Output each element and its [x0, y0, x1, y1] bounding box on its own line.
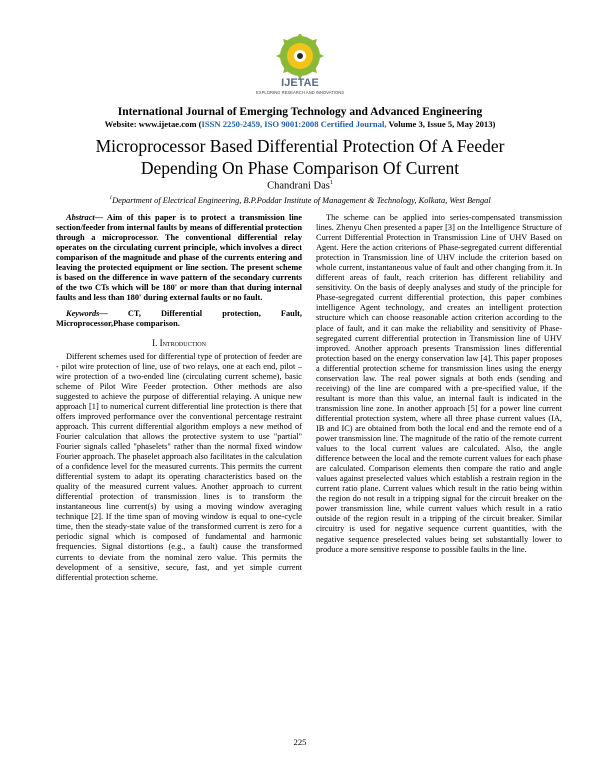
journal-info-line: [0, 119, 600, 129]
right-paragraph: The scheme can be applied into series-compensated transmission lines. Zhenyu Chen presented a paper [3] on the Intelligence Structure of Current Differential Protection in Transmission Line of UHV Based on Agent. Here the action criterions of Phase-segregated current differential protection in Transmission line of UHV include the criterion based on whole current, instantaneous value of fault and other changing from it. In different areas of fault, reach criterion has different reliability and sensitivity. On the basis of deeply analyses and study of the principle for Phase-segregated current differential protection, this paper combines intelligence Agent technology, and creates an intelligent protection structure which can choose reasonable action criterion according to the place of fault, and it can make the reliability and sensitivity of Phase-segregated current differential protection in Transmission line of UHV improved. Another approach presents Transmission lines differential protection based on the energy conservation law [4]. This paper proposes a differential protection scheme for transmission lines using the energy conservation law. The real power signals at both ends (sending and receiving) of the line are compared with a pre-specified value, if the resultant is more than this value, an internal fault is indicated in the transmission line zone. In another approach [5] for a power line current differential protection system, where all three phase current values (IA, IB and IC) are obtained from both the local end and the remote end of a power transmission line. The magnitude of the ratio of the remote current values to the local current values are calculated. Also, the angle difference between the local and the remote current values for each phase are calculated. Comparison elements then compare the ratio and angle values against preselected values which establish a restrain region in the current ratio plane. Current values which result in the ratio being within the region do not result in a tripping signal for the circuit breaker on the power transmission line, while current values which result in a ratio outside of the region result in a tripping of the circuit breaker. Similar circuitry is used for negative sequence current quantities, with the negative sequence preselected values being set substantially lower to produce a more sensitive response to possible faults in the line.: [316, 213, 562, 554]
affiliation-text: Department of Electrical Engineering, B.P.Poddar Institute of Management & Technology, Kolkata, West Bengal: [112, 195, 491, 205]
journal-logo: [255, 34, 345, 96]
author-name: Chandrani Das: [267, 180, 330, 192]
issn-text[interactable]: ISSN 2250-2459, ISO 9001:2008 Certified Journal,: [201, 119, 387, 129]
title-line-1: Microprocessor Based Differential Protection Of A Feeder: [95, 136, 505, 156]
affiliation: [0, 195, 600, 205]
section-heading-introduction: I. Introduction: [152, 337, 206, 348]
keywords-text: CT, Differential protection, Fault, Microprocessor,Phase comparison.: [56, 309, 302, 329]
title-line-2: Depending On Phase Comparison Of Current: [140, 157, 460, 178]
abstract-label: Abstract—: [66, 213, 104, 222]
abstract-text: Aim of this paper is to protect a transmission line section/feeder from internal faults by means of differential protection through a microprocessor. The conventional differential relay operates on the circulating current principle, which involves a direct comparison of the magnitude and phase of the currents entering and leaving the protected equipment or line section. The present scheme is based on the difference in wave pattern of the secondary currents of the two CTs which will be 180' or more than that during internal faults and less than 180' during external faults or no fault.: [56, 213, 302, 303]
author: [0, 180, 600, 192]
abstract: [56, 213, 302, 303]
logo-tagline: EXPLORING RESEARCH AND INNOVATIONS: [255, 90, 345, 95]
volume-text: Volume 3, Issue 5, May 2013): [386, 119, 496, 129]
website-prefix: Website: www.ijetae.com (: [104, 119, 202, 129]
left-column: [56, 213, 302, 583]
journal-title: International Journal of Emerging Technology and Advanced Engineering: [117, 106, 483, 118]
author-superscript: 1: [329, 180, 333, 186]
right-column: [316, 213, 562, 555]
paper-title: [30, 136, 570, 179]
logo-text: IJETAE: [281, 77, 319, 89]
page-number: 225: [293, 737, 307, 747]
keywords-label: Keywords—: [66, 309, 108, 319]
intro-paragraph: Different schemes used for differential type of protection of feeder are - pilot wire protection of line, use of two relays, one at each end, pilot –wire protection of a two-ended line (circulating current scheme), basic scheme of Pilot Wire Feeder protection. Other methods are also suggested to achieve the purpose of differential relaying. A unique new approach [1] to numerical current differential line protection is there that offers improved performance over the conventional percentage restraint approach. This current differential algorithm employs a new method of Fourier calculation that allows the protective system to use "partial" Fourier signals called "phaselets" rather than the normal fixed window Fourier approach. The phaselet approach also facilitates in the calculation of a confidence level for the measured currents. This permits the current differential system to adapt its operating characteristics based on the quality of the measured current values. Another approach to current differential protection of transmission lines is to transform the instantaneous line current(s) by using a moving window averaging technique [2]. If the time span of moving window is equal to one-cycle time, then the steady-state value of the transformed current is zero for a periodic signal which is composed of fundamental and harmonic frequencies. Signal distortions (e.g., a fault) cause the transformed currents to deviate from the nominal zero value. This permits the development of a sensitive, secure, fast, and yet simple current differential protection scheme.: [56, 351, 302, 582]
keywords: [56, 309, 302, 329]
affiliation-superscript: 1: [109, 195, 113, 201]
